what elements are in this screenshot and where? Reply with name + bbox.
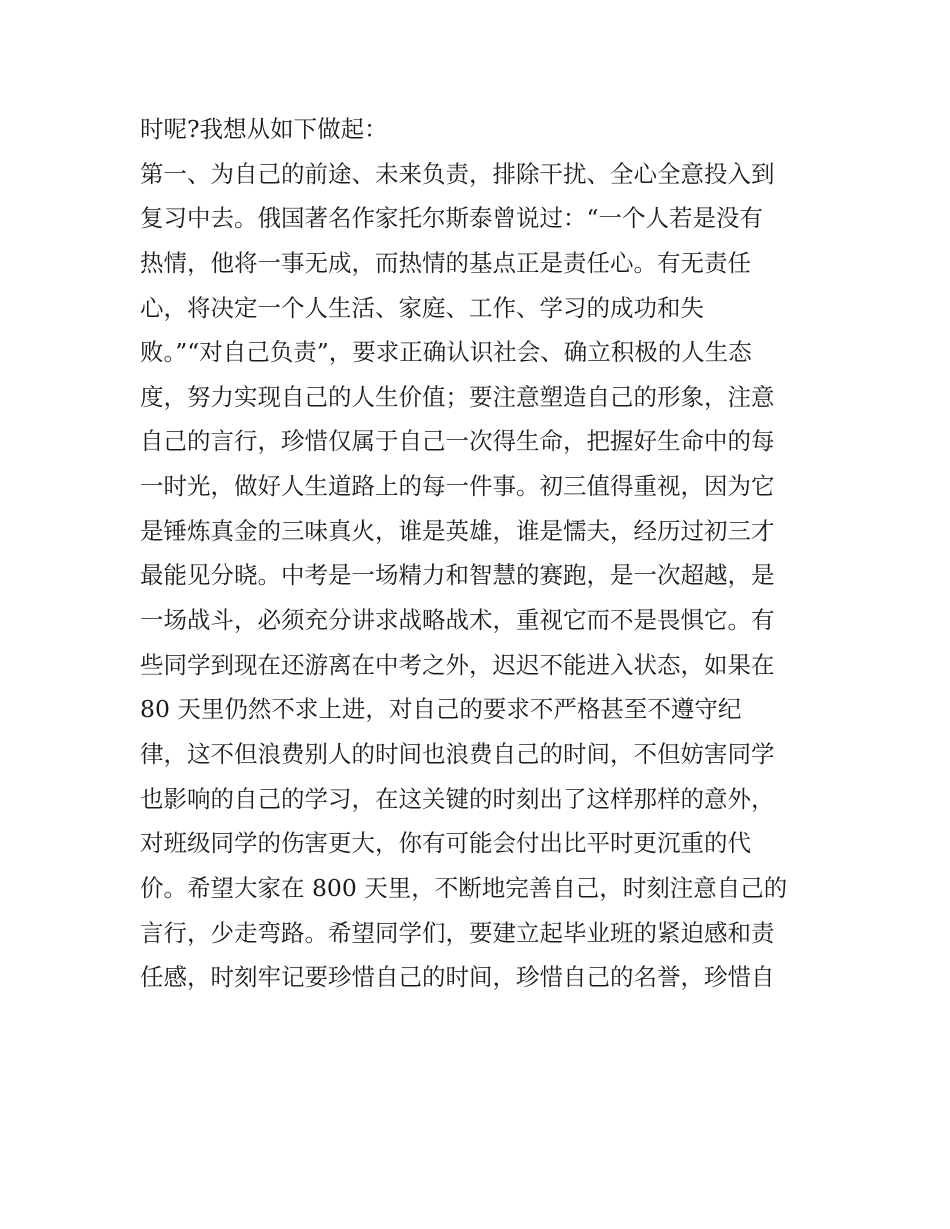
text-line: 言行，少走弯路。希望同学们，要建立起毕业班的紧迫感和责 [140,918,775,947]
text-line: 一时光，做好人生道路上的每一件事。初三值得重视，因为它 [140,472,775,501]
text-line: 时呢?我想从如下做起： [140,115,388,143]
text-line: 心，将决定一个人生活、家庭、工作、学习的成功和失 [140,293,704,322]
text-line: 最能见分晓。中考是一场精力和智慧的赛跑，是一次超越，是 [140,561,775,590]
text-line: 复习中去。俄国著名作家托尔斯泰曾说过：“一个人若是没有 [140,204,764,233]
text-line: 任感，时刻牢记要珍惜自己的时间，珍惜自己的名誉，珍惜自 [140,963,775,992]
text-line: 败。”“对自己负责”，要求正确认识社会、确立积极的人生态 [140,338,752,367]
text-line: 度，努力实现自己的人生价值；要注意塑造自己的形象，注意 [140,382,775,411]
text-line: 80 天里仍然不求上进，对自己的要求不严格甚至不遵守纪 [140,695,742,724]
text-line: 一场战斗，必须充分讲求战略战术，重视它而不是畏惧它。有 [140,606,775,635]
text-line: 自己的言行，珍惜仅属于自己一次得生命，把握好生命中的每 [140,427,775,456]
text-line: 律，这不但浪费别人的时间也浪费自己的时间，不但妨害同学 [140,739,775,768]
text-line: 对班级同学的伤害更大，你有可能会付出比平时更沉重的代 [140,829,751,858]
text-line: 价。希望大家在 800 天里，不断地完善自己，时刻注意自己的 [140,873,788,902]
text-line: 热情，他将一事无成，而热情的基点正是责任心。有无责任 [140,248,751,277]
text-line: 是锤炼真金的三味真火，谁是英雄，谁是懦夫，经历过初三才 [140,516,775,545]
body-text [140,107,820,1000]
text-line: 第一、为自己的前途、未来负责，排除干扰、全心全意投入到 [140,159,775,188]
text-line: 也影响的自己的学习，在这关键的时刻出了这样那样的意外， [140,784,775,813]
text-line: 些同学到现在还游离在中考之外，迟迟不能进入状态，如果在 [140,650,775,679]
